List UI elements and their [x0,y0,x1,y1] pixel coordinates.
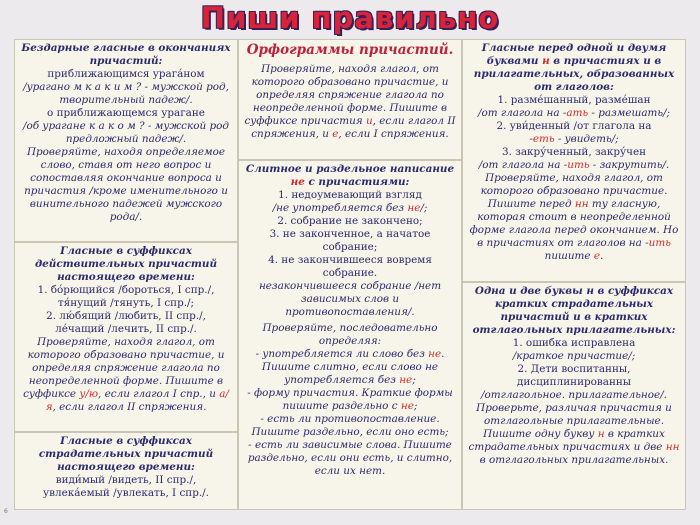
heading-active: Гласные в суффиксах действительных причастий настоящего времени: [34,245,218,283]
example-3-note [467,159,681,172]
highlight-n: н [597,428,605,440]
note-text: - размешать/; [588,107,671,119]
highlight-e: е [332,128,339,140]
rule-text: Проверяйте, находя глагол, от которого образовано причастие, и определяя спряжение глагола по неопределенной форме. Пишите в суффиксе причастия [244,63,449,127]
example-1: приближающимся урага́ном [47,68,205,80]
panel-passive-participles [14,432,238,510]
example-2: о приближающемся урагане [47,107,205,119]
rule-text: . [600,250,604,262]
rule-text: Проверяйте, находя глагол, от которого образовано причастие, и определяя спряжение глагола по неопределенной форме. Пишите в суффиксе [23,336,225,400]
rule-vowels [467,172,681,263]
example-3: 3. закру́ченный, закру́чен [501,146,647,158]
rule-active [19,336,233,414]
example-2: 2. Дети воспитанны, [517,363,631,375]
rule-5: - есть ли зависимые слова. Пишите раздельно, если они есть, и слитно, если их нет. [247,439,453,477]
rule-text: - форму причастия. Краткие формы пишите раздельно с [247,387,453,412]
example-2-note: /об урагане к а к о м ? - мужской род предложный падеж/. [23,120,229,145]
highlight-nn: нн [665,441,680,453]
heading-text: в причастиях и в прилагательных, образованных от глаголов: [473,55,675,93]
example-2b: дисциплинированны [516,376,632,388]
rule-endings: Проверяйте, находя определяемое слово, ставя от него вопрос и сопоставляя окончание вопроса и причастия /кроме именительного и винительного падежей мужского рода/. [24,146,228,223]
rule-text: Проверьте, различая причастия и отглагольные прилагательные. Пишите одну букву [476,402,672,440]
page-number: 6 [4,508,8,515]
heading-endings: Бездарные гласные в окончаниях причастий: [21,42,231,67]
rule-short-forms [467,402,681,467]
note-text: - увидеть/; [554,133,619,145]
panel-short-forms [462,282,686,510]
highlight-ne: не [400,400,414,412]
rule-text: - употребляется ли слово без [255,348,429,360]
example-4: 4. не закончившееся вовремя собрание. [268,254,432,279]
example-1-note [467,107,681,120]
highlight-a-ya: а/я [45,388,229,413]
example-1-note: /краткое причастие/; [512,350,636,362]
highlight-at: ать [566,107,589,119]
rule-text: ; [412,374,416,386]
note-text: /не употребляется без [272,202,408,214]
heading-text: Гласные перед одной и двумя буквами [481,42,667,67]
example-2-note [467,133,681,146]
panel-ne-with-participles [238,160,462,510]
rule-text: в отглагольных прилагательных. [479,454,669,466]
rule-text: ; [413,400,418,412]
example-1: 1. разме́шанный, разме́шан [497,94,651,106]
highlight-et: еть [532,133,555,145]
highlight-ne: не [399,374,413,386]
example-1: 1. недоумевающий взгляд [278,189,422,201]
poster-title: Пиши правильно [200,1,500,35]
rule-text: ту гласную, которая стоит в неопределенной форме глагола перед окончанием. Но в причастиях от глаголов на - [469,198,679,249]
example-1: види́мый /видеть, II спр./, [55,474,197,486]
heading-orthograms: Орфограммы причастий. [246,42,454,58]
note-text: - [529,133,533,145]
rule-text: , если I спряжения. [338,128,449,140]
example-2: 2. лю́бящий /любить, II спр./, [46,310,206,322]
highlight-u-yu: у/ю [79,388,99,400]
highlight-it: ить [648,237,671,249]
example-3: 3. не законченное, а начатое собрание; [269,228,431,253]
heading-passive: Гласные в суффиксах страдательных причастий настоящего времени: [38,435,214,473]
rule-text: Проверяйте, находя глагол, от которого образовано причастие. Пишите перед [480,172,668,210]
heading-short-forms: Одна и две буквы н в суффиксах кратких страдательных причастий и в кратких отглагольных прилагательных: [472,285,676,336]
highlight-i: и [365,115,373,127]
rule-text: , если глагол I спр., и [98,388,220,400]
panel-active-participles [14,242,238,432]
rule-text: . Пишите слитно, если слово не употребляется без [261,348,445,386]
rule-2 [243,348,457,387]
highlight-ne: не [428,348,442,360]
rule-text: в кратких страдательных причастиях и две [468,428,666,453]
highlight-ne: не [407,202,421,214]
rule-orthograms [243,63,457,141]
highlight-e: е [593,250,601,262]
heading-ne [243,163,457,189]
rule-1: Проверяйте, последовательно определяя: [262,322,438,347]
heading-vowels [467,42,681,94]
example-2: увлека́емый /увлекать, I спр./. [43,487,209,499]
heading-text: Слитное и раздельное написание [245,163,455,175]
example-2b: ле́чащий /лечить, II спр./. [55,323,197,335]
note-text: /от глагола на - [478,159,568,171]
example-1-note [243,202,457,215]
example-5: незакончившееся собрание /нет зависимых слов и противопоставления/. [258,280,442,318]
note-text: /; [420,202,428,214]
rule-text: , если глагол II спряжения. [52,401,207,413]
example-2: 2. уви́денный /от глагола на [496,120,652,132]
highlight-it: ить [567,159,590,171]
example-1: 1. ошибка исправлена [512,337,636,349]
highlight-n: н [542,55,550,67]
example-1: 1. бо́рющийся /бороться, I спр./, [37,284,215,296]
heading-text: с причастиями: [304,176,410,188]
panel-orthograms [238,39,462,160]
panel-vowels-before-n [462,39,686,282]
rule-3 [243,387,457,413]
highlight-nn: нн [574,198,589,210]
example-1-note: /урагано м к а к и м ? - мужской род, творительный падеж/. [23,81,229,106]
example-1b: тя́нущий /тянуть, I спр./; [57,297,195,309]
rule-text: , если глагол II спряжения, и [251,115,456,140]
rule-text: пишите [544,250,594,262]
panel-endings [14,39,238,242]
note-text: - закрутить/. [589,159,670,171]
example-2-note: /отглагольное. прилагательное/. [481,389,667,401]
note-text: /от глагола на - [477,107,567,119]
highlight-ne: не [290,176,305,188]
rule-4: - есть ли противопоставление. Пишите раздельно, если оно есть; [251,413,449,438]
example-2: 2. собрание не закончено; [277,215,423,227]
